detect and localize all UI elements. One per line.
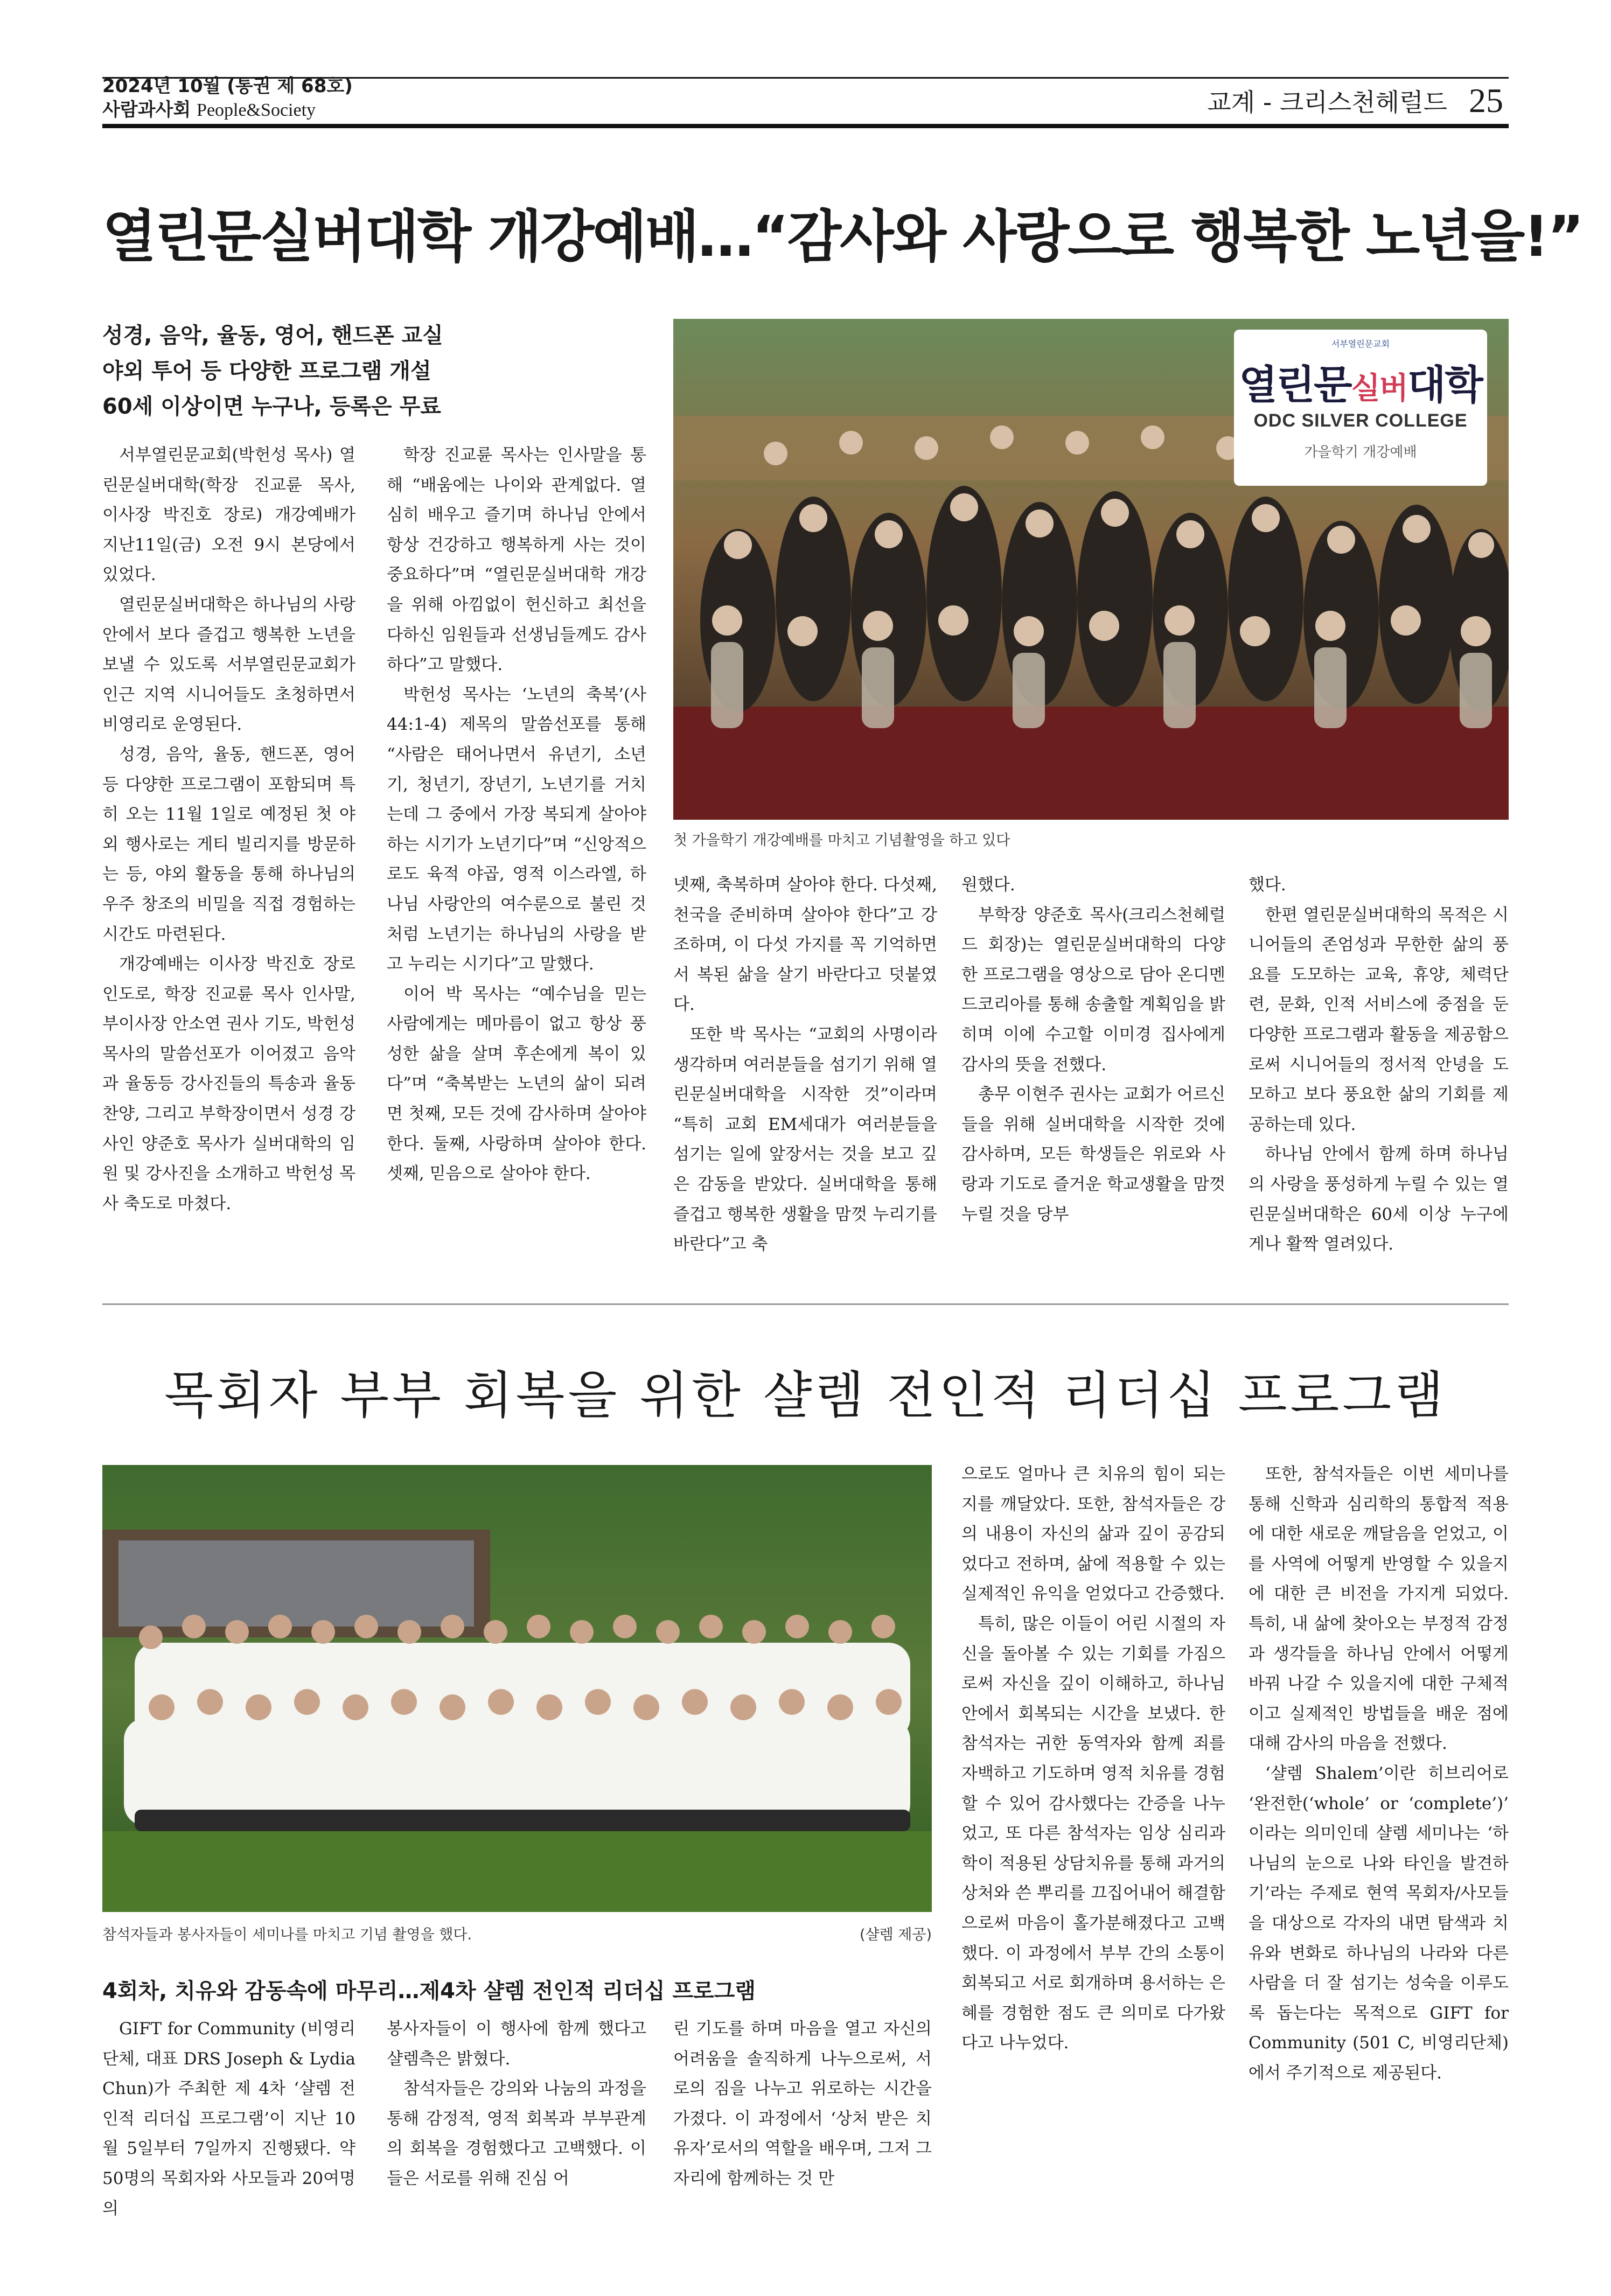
article1-subheads [102, 318, 479, 424]
paragraph: 서부열린문교회(박헌성 목사) 열린문실버대학(학장 진교륜 목사, 이사장 박진호 장로) 개강예배가 지난11일(금) 오전 9시 본당에서 있었다. [102, 445, 355, 585]
paragraph: 또한 박 목사는 “교회의 사명이라 생각하며 여러분들을 섬기기 위해 열린문실버대학을 시작한 것”이라며 “특히 교회 EM세대가 여러분들을 섬기는 일에 앞장서는 것을 보고 깊은 감동을 받았다. 실버대학을 통해 즐겁고 행복한 생활을 맘껏 누리기를 바란다”고 축 [673, 1024, 937, 1254]
paragraph: 으로도 얼마나 큰 치유의 힘이 되는지를 깨달았다. 또한, 참석자들은 강의 내용이 자신의 삶과 깊이 공감되었다고 전하며, 삶에 적용할 수 있는 실제적인 유익을 얻었다고 간증했다. [961, 1464, 1225, 1604]
paragraph: 린 기도를 하며 마음을 열고 자신의 어려움을 솔직하게 나누으로써, 서로의 짐을 나누고 위로하는 시간을 가졌다. 이 과정에서 ‘상처 받은 치유자’로서의 역할을 배우며, 그저 그 자리에 함께하는 것 만 [673, 2019, 932, 2188]
paragraph: 학장 진교륜 목사는 인사말을 통해 “배움에는 나이와 관계없다. 열심히 배우고 즐기며 하나님 안에서 항상 건강하고 행복하게 사는 것이 중요하다”며 “열린문실버대학 개강을 위해 아낌없이 헌신하고 최선을 다하신 임원들과 선생님들께도 감사하다”고 말했다. [387, 445, 646, 675]
seminar-photo-illustration [102, 1465, 932, 1912]
logo-title-silver: 실버 [1351, 371, 1407, 406]
article2-photo-credit: (샬렘 제공) [860, 1927, 932, 1943]
paragraph: 열린문실버대학은 하나님의 사랑 안에서 보다 즐겁고 행복한 노년을 보낼 수 있도록 서부열린문교회가 인근 지역 시니어들도 초청하면서 비영리로 운영된다. [102, 595, 355, 735]
paragraph: 하나님 안에서 함께 하며 하나님의 사랑을 풍성하게 누릴 수 있는 열린문실버대학은 60세 이상 누구에게나 활짝 열려있다. [1249, 1144, 1509, 1254]
article1-photo-caption: 첫 가을학기 개강예배를 마치고 기념촬영을 하고 있다 [673, 832, 1010, 849]
article2-group-photo [102, 1465, 932, 1912]
paragraph: 참석자들은 강의와 나눔의 과정을 통해 감정적, 영적 회복과 부부관계의 회복을 경험했다고 고백했다. 이들은 서로를 위해 진심 어 [387, 2079, 646, 2188]
paragraph: 개강예배는 이사장 박진호 장로 인도로, 학장 진교륜 목사 인사말, 부이사장 안소연 권사 기도, 박헌성 목사의 말씀선포가 이어졌고 음악과 율동등 강사진들의 특송과 율동찬양, 그리고 부학장이면서 성경 강사인 양준호 목사가 실버대학의 임원 및 강사진을 소개하고 박헌성 목사 축도로 마쳤다. [102, 954, 355, 1213]
section-name: 교계 - 크리스천헤럴드 [1207, 88, 1447, 117]
publication-name: 사람과사회 [102, 99, 191, 121]
paragraph: ‘샬렘 Shalem’이란 히브리어로 ‘완전한(‘whole’ or ‘complete’)’ 이라는 의미인데 샬렘 세미나는 ‘하나님의 눈으로 나와 타인을 발견하기’라는 주제로 현역 목회자/사모들을 대상으로 각자의 내면 탐색과 치유와 변화로 하나님의 나라와 다른 사람을 더 잘 섬기는 성숙을 이루도록 돕는다는 목적으로 GIFT for Community (501 C, 비영리단체) 에서 주기적으로 제공된다. [1249, 1763, 1509, 2083]
paragraph: 한편 열린문실버대학의 목적은 시니어들의 존엄성과 무한한 삶의 풍요를 도모하는 교육, 휴양, 체력단련, 문화, 인적 서비스에 중점을 둔 다양한 프로그램과 활동을 제공함으로써 시니어들의 정서적 안녕을 도모하고 보다 풍요한 삶의 기회를 제공하는데 있다. [1249, 905, 1509, 1134]
paragraph: 또한, 참석자들은 이번 세미나를 통해 신학과 심리학의 통합적 적용에 대한 새로운 깨달음을 얻었고, 이를 사역에 어떻게 반영할 수 있을지에 대한 큰 비전을 가지게 되었다. 특히, 내 삶에 찾아오는 부정적 감정과 생각들을 하나님 안에서 어떻게 바꿔 나갈 수 있을지에 대한 구체적이고 실제적인 방법들을 배운 점에 대해 감사의 마음을 전했다. [1249, 1464, 1509, 1754]
article2-column-2 [387, 2014, 646, 2194]
article1-column-2 [387, 441, 646, 1189]
masthead-right [1207, 81, 1503, 121]
paragraph: 이어 박 목사는 “예수님을 믿는 사람에게는 메마름이 없고 항상 풍성한 삶을 살며 후손에게 복이 있다”며 “축복받는 노년의 삶이 되려면 첫째, 모든 것에 감사하며 살아야 한다. 둘째, 사랑하며 살아야 한다. 셋째, 믿음으로 살아야 한다. [387, 984, 646, 1184]
logo-title-part: 열린문 [1239, 362, 1351, 408]
article2-column-1 [102, 2014, 355, 2224]
paragraph: 특히, 많은 이들이 어린 시절의 자신을 돌아볼 수 있는 기회를 가짐으로써 자신을 깊이 이해하고, 하나님 안에서 회복되는 시간을 보냈다. 한 참석자는 귀한 동역자와 함께 죄를 자백하고 기도하며 영적 치유를 경험할 수 있어 감사했다는 간증을 나누었고, 또 다른 참석자는 임상 심리과학이 적용된 상담치유를 통해 과거의 상처와 쓴 뿌리를 끄집어내어 해결함으로써 마음이 홀가분해졌다고 고백했다. 이 과정에서 부부 간의 소통이 회복되고 서로 회개하며 용서하는 은혜를 경험한 점도 큰 의미로 다가왔다고 나누었다. [961, 1614, 1225, 2053]
paragraph: 성경, 음악, 율동, 핸드폰, 영어 등 다양한 프로그램이 포함되며 특히 오는 11월 1일로 예정된 첫 야외 행사로는 게티 빌리지를 방문하는 등, 야외 활동을 통해 하나님의 우주 창조의 비밀을 직접 경험하는 시간도 마련된다. [102, 744, 355, 944]
logo-english: ODC SILVER COLLEGE [1253, 410, 1468, 431]
article1-group-photo [673, 319, 1509, 820]
article2-column-5 [1249, 1460, 1509, 2088]
page-number: 25 [1469, 81, 1503, 120]
paragraph: 부학장 양준호 목사(크리스천헤럴드 회장)는 열린문실버대학의 다양한 프로그램을 영상으로 담아 온디멘드코리아를 통해 송출할 계획임을 밝히며 이에 수고할 이미경 집사에게 감사의 뜻을 전했다. [961, 905, 1225, 1074]
logo-church-name: 서부열린문교회 [1331, 339, 1390, 349]
article2-column-3 [673, 2014, 932, 2194]
paragraph: 총무 이현주 권사는 교회가 어르신들을 위해 실버대학을 시작한 것에 감사하며, 모든 학생들은 위로와 사랑과 기도로 즐거운 학교생활을 맘껏 누릴 것을 당부 [961, 1085, 1225, 1224]
article2-subhead: 4회차, 치유와 감동속에 마무리…제4차 샬렘 전인적 리더십 프로그램 [102, 1979, 756, 2004]
paragraph: 봉사자들이 이 행사에 함께 했다고 샬렘측은 밝혔다. [387, 2019, 646, 2069]
paragraph: 했다. [1249, 875, 1286, 895]
article1-column-1 [102, 441, 355, 1219]
logo-title-part: 대학 [1407, 362, 1482, 408]
paragraph: GIFT for Community (비영리단체, 대표 DRS Joseph & Lydia Chun)가 주최한 제 4차 ‘샬렘 전인적 리더십 프로그램’이 지난 10월 5일부터 7일까지 진행됐다. 약 50명의 목회자와 사모들과 20여명의 [102, 2019, 355, 2218]
silver-college-logo [1234, 330, 1487, 486]
subhead-line: 야외 투어 등 다양한 프로그램 개설 [102, 359, 431, 383]
logo-title [1234, 353, 1487, 410]
article2-column-4 [961, 1460, 1225, 2058]
article1-column-3 [673, 870, 937, 1260]
article1-column-4 [961, 870, 1225, 1230]
paragraph: 박헌성 목사는 ‘노년의 축복’(사 44:1-4) 제목의 말씀선포를 통해 “사람은 태어나면서 유년기, 소년기, 청년기, 장년기, 노년기를 거치는데 그 중에서 가장 복되게 살아야 하는 시기가 노년기다”며 “신앙적으로도 육적 야곱, 영적 이스라엘, 하나님 사랑안의 여수룬으로 불린 것처럼 노년기는 하나님의 사랑을 받고 누리는 시기다”고 말했다. [387, 685, 646, 974]
article2-headline: 목회자 부부 회복을 위한 샬렘 전인적 리더십 프로그램 [164, 1366, 1447, 1425]
masthead-left [102, 74, 479, 122]
section-divider [102, 1303, 1509, 1305]
subhead-line: 60세 이상이면 누구나, 등록은 무료 [102, 394, 441, 419]
article1-column-5 [1249, 870, 1509, 1260]
subhead-line: 성경, 음악, 율동, 영어, 핸드폰 교실 [102, 323, 443, 348]
paragraph: 원했다. [961, 875, 1015, 895]
logo-subtitle: 가을학기 개강예배 [1304, 444, 1417, 460]
article1-headline: 열린문실버대학 개강예배…“감사와 사랑으로 행복한 노년을!” [102, 204, 1583, 269]
article2-photo-caption: 참석자들과 봉사자들이 세미나를 마치고 기념 촬영을 했다. [102, 1927, 472, 1943]
publication-english: People&Society [197, 100, 316, 120]
paragraph: 넷째, 축복하며 살아야 한다. 다섯째, 천국을 준비하며 살아야 한다”고 강조하며, 이 다섯 가지를 꼭 기억하면서 복된 삶을 살기 바란다고 덧붙였다. [673, 875, 937, 1015]
header-rule [102, 124, 1509, 128]
issue-date: 2024년 10월 (통권 제 68호) [102, 75, 353, 97]
